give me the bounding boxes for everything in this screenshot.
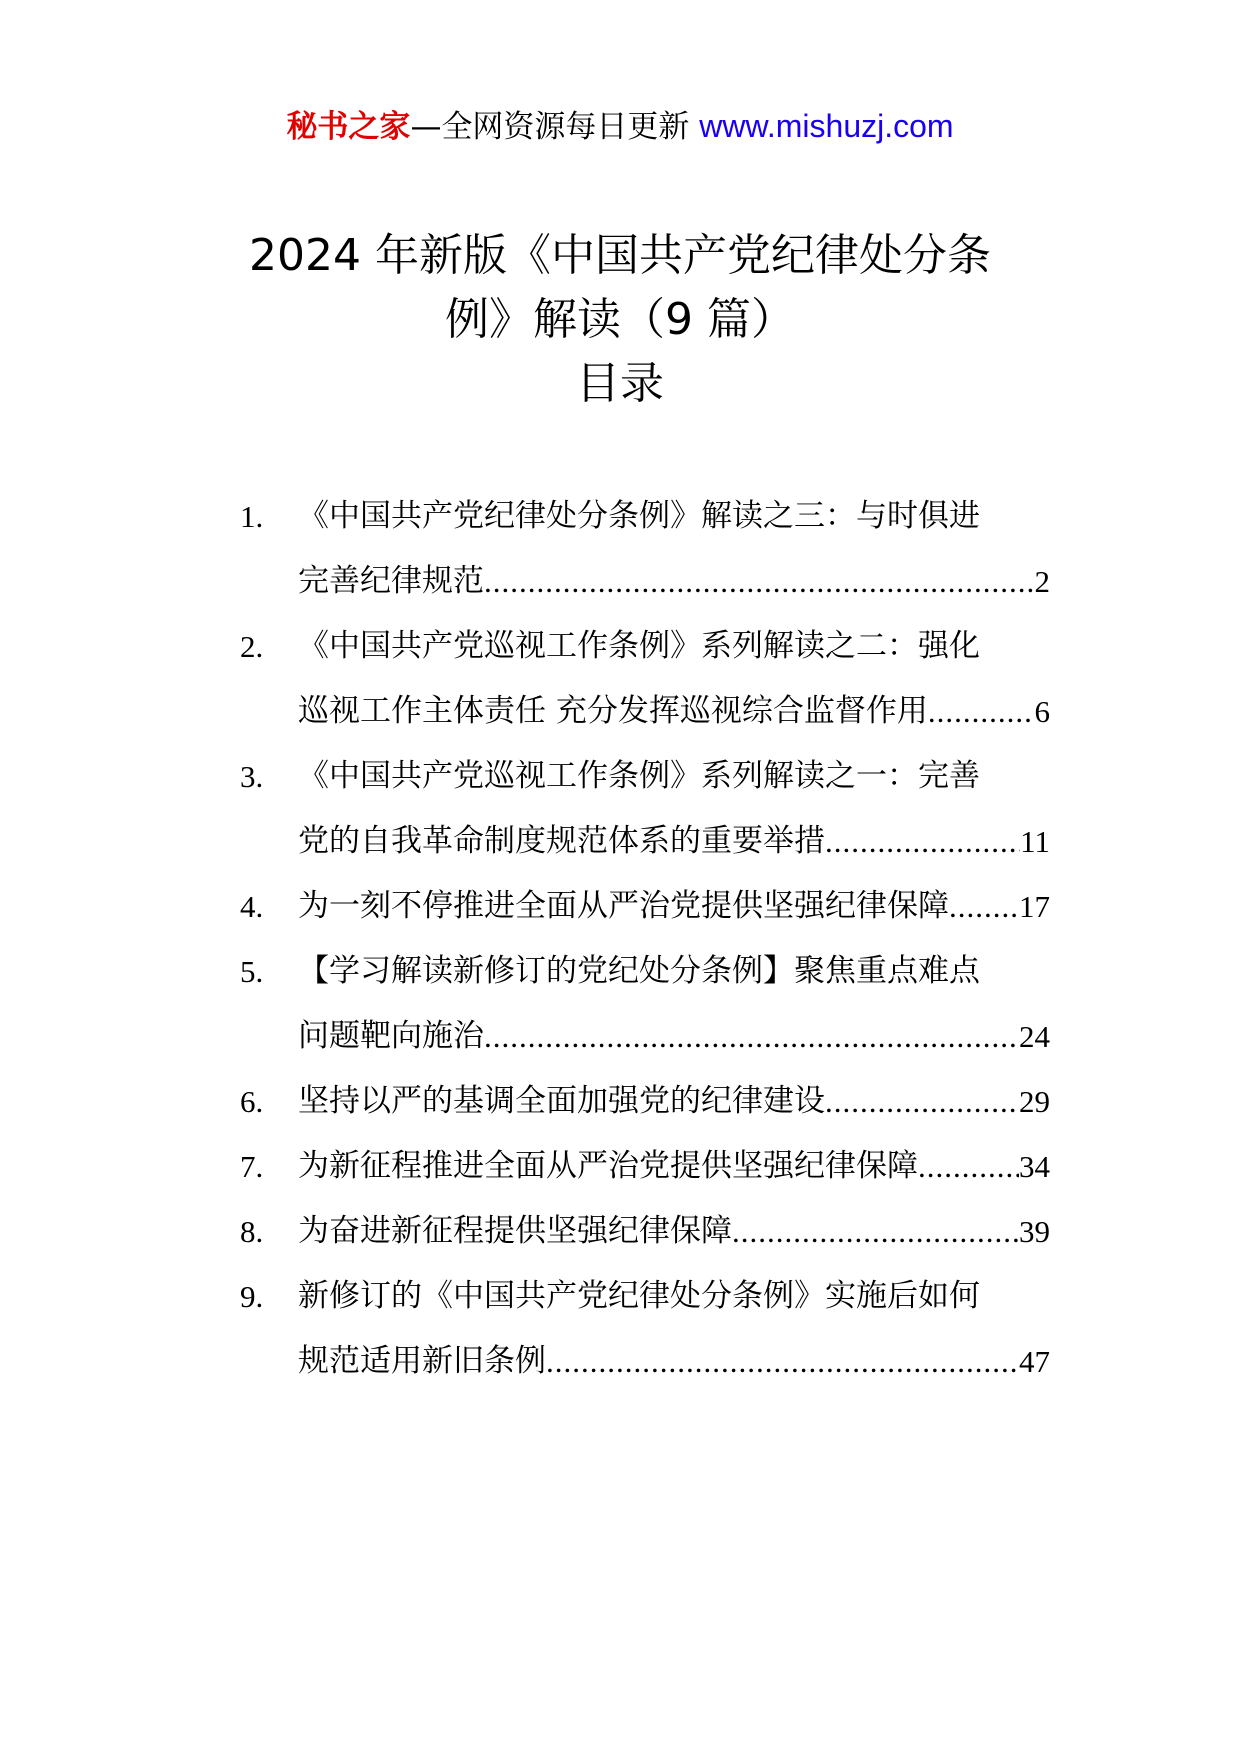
toc-entry-title-line-2: 规范适用新旧条例	[298, 1343, 546, 1379]
toc-entry-title-line-1: 《中国共产党纪律处分条例》解读之三：与时俱进	[298, 498, 980, 534]
toc-entry-number: 6.	[240, 1084, 264, 1119]
toc-entry-title-line-2: 党的自我革命制度规范体系的重要举措	[298, 823, 825, 859]
toc-page-number: 2	[1034, 564, 1050, 599]
toc-entry[interactable]	[240, 939, 1050, 1069]
toc-entry-title-line-2: 坚持以严的基调全面加强党的纪律建设	[298, 1083, 825, 1119]
toc-dot-leader	[732, 1199, 1019, 1264]
toc-entry[interactable]	[240, 614, 1050, 744]
toc-entry-number: 9.	[240, 1279, 264, 1314]
toc-entry-number: 1.	[240, 499, 264, 534]
toc-entry-number: 8.	[240, 1214, 264, 1249]
toc-entry-title-line-2: 完善纪律规范	[298, 563, 484, 599]
toc-entry[interactable]	[240, 1134, 1050, 1199]
site-url[interactable]: www.mishuzj.com	[699, 108, 954, 144]
toc-dot-leader	[825, 809, 1020, 874]
header-tagline: —全网资源每日更新	[410, 109, 700, 145]
toc-page-number: 47	[1019, 1344, 1050, 1379]
toc-dot-leader	[484, 549, 1035, 614]
toc-dot-leader	[928, 679, 1035, 744]
title-line-2: 例》解读（9 篇）	[445, 294, 795, 345]
toc-heading: 目录	[576, 358, 664, 409]
toc-dot-leader	[918, 1134, 1019, 1199]
toc-dot-leader	[949, 874, 1019, 939]
toc-page-number: 6	[1034, 694, 1050, 729]
document-title	[200, 224, 1040, 352]
toc-entry-title-line-2: 为一刻不停推进全面从严治党提供坚强纪律保障	[298, 888, 949, 924]
toc-entry-title-line-2: 为新征程推进全面从严治党提供坚强纪律保障	[298, 1148, 918, 1184]
toc-entry[interactable]	[240, 1069, 1050, 1134]
toc-page-number: 24	[1019, 1019, 1050, 1054]
toc-page-number: 34	[1019, 1149, 1050, 1184]
toc-entry[interactable]	[240, 1199, 1050, 1264]
toc-entry-number: 4.	[240, 889, 264, 924]
toc-page-number: 17	[1019, 889, 1050, 924]
toc-entry[interactable]	[240, 874, 1050, 939]
toc-entry-title-line-2: 为奋进新征程提供坚强纪律保障	[298, 1213, 732, 1249]
toc-entry-number: 2.	[240, 629, 264, 664]
toc-entry-title-line-2: 问题靶向施治	[298, 1018, 484, 1054]
toc-entry[interactable]	[240, 1264, 1050, 1394]
toc-dot-leader	[484, 1004, 1019, 1069]
toc-entry[interactable]	[240, 484, 1050, 614]
toc-entry-number: 5.	[240, 954, 264, 989]
toc-dot-leader	[546, 1329, 1019, 1394]
toc-page-number: 11	[1020, 824, 1050, 859]
brand-name: 秘书之家	[286, 109, 411, 145]
toc-entry-title-line-1: 新修订的《中国共产党纪律处分条例》实施后如何	[298, 1278, 980, 1314]
table-of-contents	[240, 484, 1050, 1394]
toc-entry-title-line-2: 巡视工作主体责任 充分发挥巡视综合监督作用	[298, 693, 928, 729]
toc-page-number: 29	[1019, 1084, 1050, 1119]
title-line-1: 2024 年新版《中国共产党纪律处分条	[249, 230, 991, 281]
toc-entry-title-line-1: 【学习解读新修订的党纪处分条例】聚焦重点难点	[298, 953, 980, 989]
toc-page-number: 39	[1019, 1214, 1050, 1249]
site-header	[0, 98, 1240, 155]
toc-entry-title-line-1: 《中国共产党巡视工作条例》系列解读之一：完善	[298, 758, 980, 794]
toc-entry-number: 7.	[240, 1149, 264, 1184]
toc-dot-leader	[825, 1069, 1019, 1134]
toc-entry-number: 3.	[240, 759, 264, 794]
toc-entry[interactable]	[240, 744, 1050, 874]
toc-entry-title-line-1: 《中国共产党巡视工作条例》系列解读之二：强化	[298, 628, 980, 664]
